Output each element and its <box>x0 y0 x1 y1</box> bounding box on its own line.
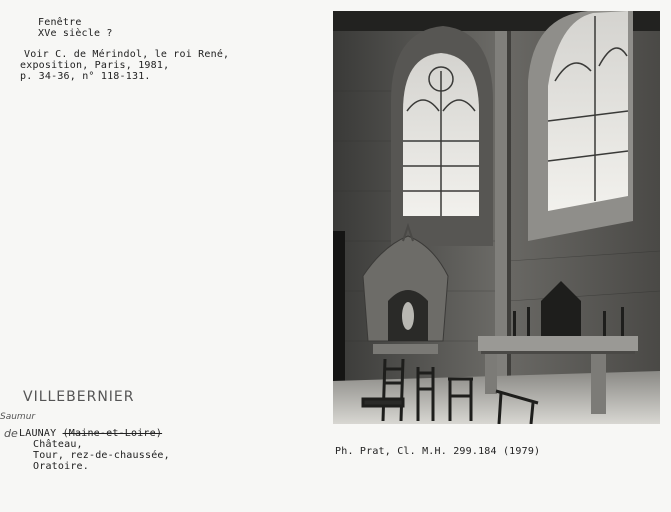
object-type: Fenêtre <box>38 17 82 28</box>
place-name: LAUNAY <box>19 428 57 439</box>
handwritten-commune: VILLEBERNIER <box>23 389 135 405</box>
location-line-3: Oratoire. <box>33 461 89 472</box>
place-department-struck: (Maine-et-Loire) <box>62 428 163 439</box>
location-line-2: Tour, rez-de-chaussée, <box>33 450 170 461</box>
photograph-oratory <box>333 11 660 424</box>
reference-line-1: Voir C. de Mérindol, le roi René, <box>24 49 230 60</box>
handwritten-prefix-saumur: Saumur <box>0 412 36 422</box>
reference-line-2: exposition, Paris, 1981, <box>20 60 170 71</box>
place-line <box>19 428 162 439</box>
photo-credit: Ph. Prat, Cl. M.H. 299.184 (1979) <box>335 446 541 457</box>
reference-line-3: p. 34-36, n° 118-131. <box>20 71 151 82</box>
handwritten-prefix-de: de <box>4 427 18 440</box>
date-label: XVe siècle ? <box>38 28 113 39</box>
location-line-1: Château, <box>33 439 83 450</box>
